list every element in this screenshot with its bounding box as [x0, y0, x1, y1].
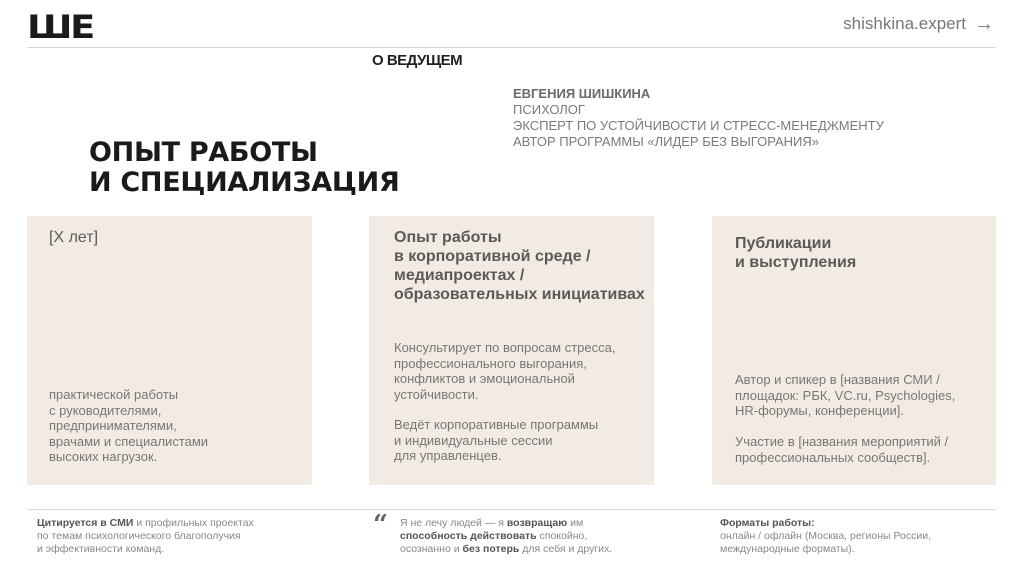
quote-text: осознанно и — [400, 543, 463, 555]
card-text-line: для управленцев. — [394, 448, 502, 463]
arrow-right-icon: → — [974, 13, 994, 35]
footer-media-bold: Цитируется в СМИ — [37, 517, 134, 529]
footer-media-text: и эффективности команд. — [37, 543, 165, 555]
card-text-line: предпринимателями, — [49, 418, 177, 433]
card-text-line: Консультирует по вопросам стресса, — [394, 340, 616, 355]
about-title: О ВЕДУЩЕМ — [372, 52, 463, 69]
card-text — [735, 434, 948, 465]
card-text-line: HR-форумы, конференции]. — [735, 403, 904, 418]
card-text-line: устойчивости. — [394, 386, 479, 402]
card-title-line: в корпоративной среде / — [394, 248, 591, 265]
card-title — [735, 234, 856, 272]
bio-line: АВТОР ПРОГРАММЫ «ЛИДЕР БЕЗ ВЫГОРАНИЯ» — [513, 134, 820, 149]
card-text-line: профессионального выгорания, — [394, 355, 587, 371]
footer-formats — [720, 517, 931, 556]
card-text-line: площадок: РБК, VC.ru, Psychologies, — [735, 387, 956, 403]
card-text-line: с руководителями, — [49, 402, 162, 418]
footer-formats-text: международные форматы). — [720, 543, 855, 555]
site-url: shishkina.expert — [843, 14, 966, 33]
logo: ШЕ — [27, 8, 93, 46]
section-title-line: ОПЫТ РАБОТЫ — [89, 137, 318, 168]
card-title-line: и выступления — [735, 254, 857, 271]
bio-line: ПСИХОЛОГ — [513, 102, 585, 117]
card-text-line: Ведёт корпоративные программы — [394, 417, 599, 432]
bio-name: ЕВГЕНИЯ ШИШКИНА — [513, 86, 651, 101]
section-title — [89, 138, 399, 198]
bio-line: ЭКСПЕРТ ПО УСТОЙЧИВОСТИ И СТРЕСС-МЕНЕДЖМЕНТУ — [513, 118, 884, 133]
card-title-line: Опыт работы — [394, 229, 502, 246]
quote-text: для себя и других. — [519, 543, 613, 555]
quote-bold: без потерь — [462, 543, 520, 555]
card-work-experience — [369, 216, 654, 485]
card-title-line: образовательных инициативах — [394, 286, 645, 303]
quote-bold: способность действовать — [400, 530, 537, 542]
card-text-line: Автор и спикер в [названия СМИ / — [735, 372, 940, 387]
quote-icon: “ — [373, 510, 388, 540]
footer-formats-text: онлайн / офлайн (Москва, регионы России, — [720, 530, 931, 542]
quote-text: спокойно, — [536, 530, 588, 542]
section-title-line: И СПЕЦИАЛИЗАЦИЯ — [89, 167, 400, 198]
card-title-line: медиапроектах / — [394, 267, 525, 284]
quote-bold: возвращаю — [506, 517, 568, 529]
footer-formats-label: Форматы работы: — [720, 517, 815, 529]
card-publications — [712, 216, 996, 485]
card-text-line: практической работы — [49, 387, 179, 402]
top-divider — [27, 47, 996, 48]
card-text-line: и индивидуальные сессии — [394, 432, 553, 448]
card-text — [394, 340, 615, 402]
footer-media-text: по темам психологического благополучия — [37, 530, 241, 542]
card-title — [394, 228, 645, 304]
card-text — [394, 417, 598, 464]
footer-media-text: и профильных проектах — [133, 517, 254, 529]
card-experience-years — [27, 216, 312, 485]
card-text-line: Участие в [названия мероприятий / — [735, 434, 949, 449]
card-title — [49, 228, 98, 247]
quote-text: Я не лечу людей — я — [400, 517, 507, 529]
footer-quote — [400, 517, 612, 556]
card-title-line: Публикации — [735, 235, 832, 252]
bio — [513, 86, 884, 150]
card-text-line: высоких нагрузок. — [49, 449, 158, 464]
card-text-line: конфликтов и эмоциональной — [394, 371, 575, 386]
card-text — [735, 372, 955, 419]
card-title-line: [Х лет] — [49, 229, 99, 246]
site-link[interactable] — [843, 14, 994, 34]
footer-media — [37, 517, 254, 556]
quote-text: им — [567, 517, 584, 529]
card-text-line: профессиональных сообществ]. — [735, 449, 931, 465]
card-text — [49, 387, 208, 465]
bottom-divider — [27, 509, 996, 510]
card-text-line: врачами и специалистами — [49, 433, 209, 449]
